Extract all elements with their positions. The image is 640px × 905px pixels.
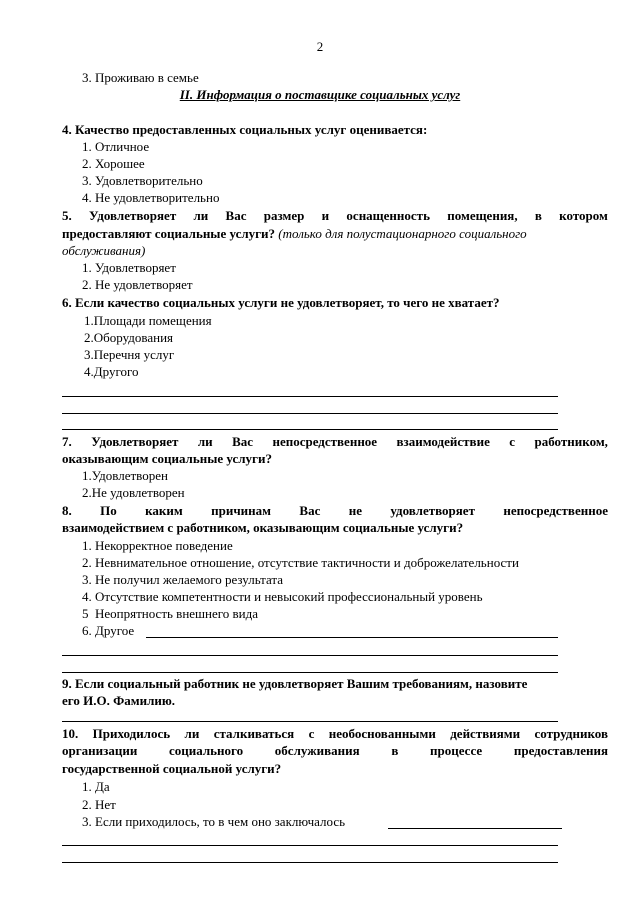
question-8-option: 1. Некорректное поведение <box>82 538 233 553</box>
question-4-title: 4. Качество предоставленных социальных услуг оценивается: <box>62 122 428 137</box>
question-4-option: 2. Хорошее <box>82 156 145 171</box>
question-8-option: 5 Неопрятность внешнего вида <box>82 606 259 621</box>
question-4-option: 1. Отличное <box>82 139 150 154</box>
answer-line[interactable] <box>146 637 558 638</box>
question-8-line-2: взаимодействием с работником, оказывающим социальные услуги? <box>62 520 464 535</box>
answer-line[interactable] <box>62 429 558 430</box>
answer-line[interactable] <box>62 655 558 656</box>
question-9-line-1: 9. Если социальный работник не удовлетворяет Вашим требованиям, назовите <box>62 676 528 691</box>
question-10-line-2: организации социального обслуживания в процессе предоставления <box>62 743 608 758</box>
answer-line[interactable] <box>62 396 558 397</box>
question-9-line-2: его И.О. Фамилию. <box>62 693 176 708</box>
question-7-line-2: оказывающим социальные услуги? <box>62 451 272 466</box>
question-6-option: 1.Площади помещения <box>84 313 212 328</box>
question-10-line-3: государственной социальной услуги? <box>62 761 282 776</box>
question-5-line-2: предоставляют социальные услуги? (только для полустационарного социального <box>62 226 527 241</box>
section-title: II. Информация о поставщике социальных услуг <box>179 87 461 102</box>
page-number: 2 <box>316 39 324 54</box>
question-8-line-1: 8. По каким причинам Вас не удовлетворяет непосредственное <box>62 503 608 518</box>
question-10-option: 3. Если приходилось, то в чем оно заключалось <box>82 814 346 829</box>
answer-line[interactable] <box>62 672 558 673</box>
top-item: 3. Проживаю в семье <box>82 70 199 85</box>
question-5-option: 2. Не удовлетворяет <box>82 277 193 292</box>
question-4-option: 3. Удовлетворительно <box>82 173 203 188</box>
question-7-option: 1.Удовлетворен <box>82 468 168 483</box>
question-7-line-1: 7. Удовлетворяет ли Вас непосредственное взаимодействие с работником, <box>62 434 608 449</box>
question-10-option: 2. Нет <box>82 797 116 812</box>
question-10-line-1: 10. Приходилось ли сталкиваться с необоснованными действиями сотрудников <box>62 726 608 741</box>
question-8-option: 2. Невнимательное отношение, отсутствие тактичности и доброжелательности <box>82 555 519 570</box>
question-6-option: 3.Перечня услуг <box>84 347 175 362</box>
question-5-line-3: обслуживания) <box>62 243 146 258</box>
answer-line[interactable] <box>62 721 558 722</box>
question-8-option: 6. Другое <box>82 623 135 638</box>
answer-line[interactable] <box>388 828 562 829</box>
question-5-option: 1. Удовлетворяет <box>82 260 176 275</box>
question-7-option: 2.Не удовлетворен <box>82 485 185 500</box>
answer-line[interactable] <box>62 862 558 863</box>
answer-line[interactable] <box>62 413 558 414</box>
question-6-option: 2.Оборудования <box>84 330 174 345</box>
answer-line[interactable] <box>62 845 558 846</box>
question-6-title: 6. Если качество социальных услуги не удовлетворяет, то чего не хватает? <box>62 295 500 310</box>
question-10-option: 1. Да <box>82 779 110 794</box>
question-5-line-1: 5. Удовлетворяет ли Вас размер и оснащенность помещения, в котором <box>62 208 608 223</box>
question-8-option: 4. Отсутствие компетентности и невысокий профессиональный уровень <box>82 589 483 604</box>
question-4-option: 4. Не удовлетворительно <box>82 190 220 205</box>
question-8-option: 3. Не получил желаемого результата <box>82 572 284 587</box>
question-6-option: 4.Другого <box>84 364 139 379</box>
